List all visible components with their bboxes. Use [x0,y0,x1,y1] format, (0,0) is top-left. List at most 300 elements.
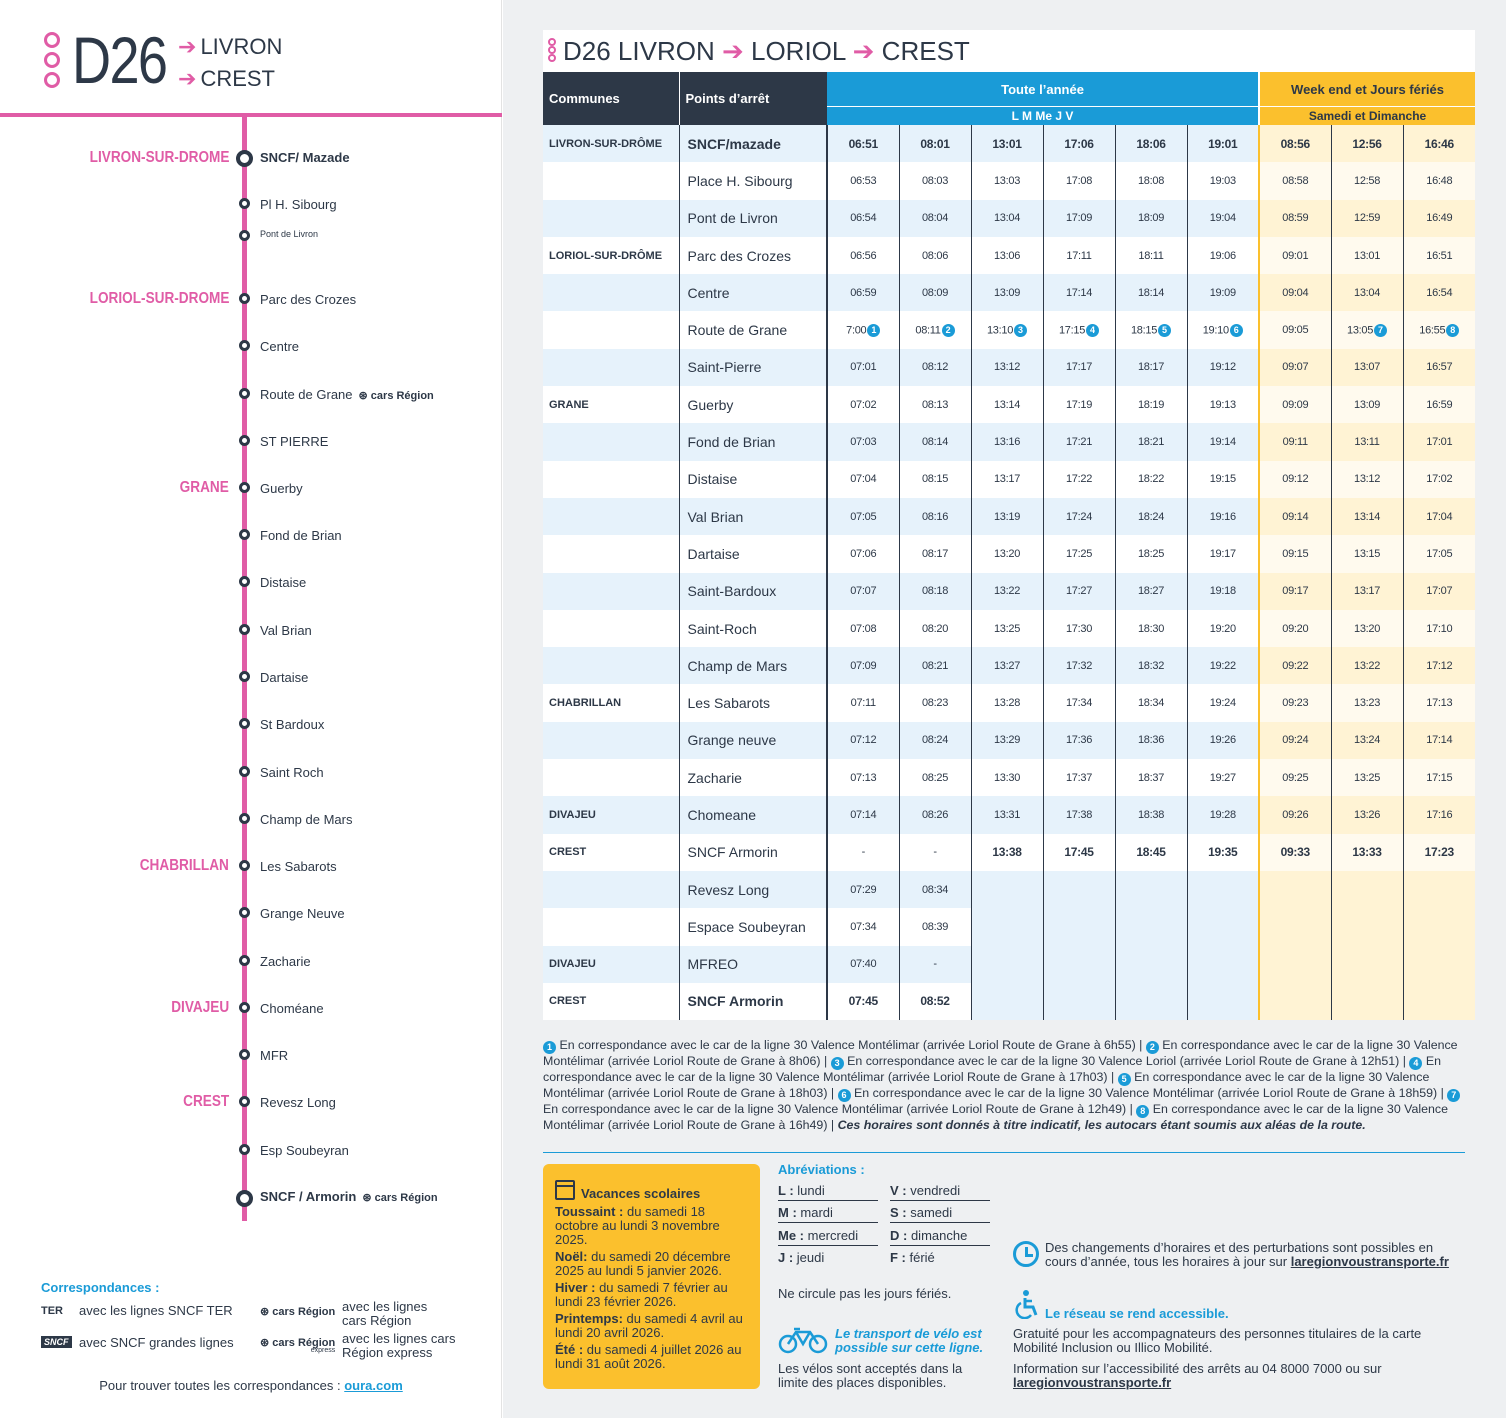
time-value: 13:04 [993,212,1021,225]
time-value: 19:28 [1209,808,1236,821]
commune-cell: LIVRON-SUR-DRÔME [543,125,679,162]
stop-dot-icon [239,671,250,682]
note-marker-icon: 8 [1446,324,1459,337]
timetable-row [543,386,1475,423]
header-stops: Points d’arrêt [679,72,827,125]
time-value: 18:30 [1137,622,1165,635]
timetable-row [543,237,1475,274]
time-value: 13:28 [993,697,1021,710]
time-value: 19:35 [1208,845,1238,860]
commune-cell [543,908,679,945]
time-cell [1259,647,1331,684]
region-link[interactable]: laregionvoustransporte.fr [1290,1254,1449,1269]
stop-dot-icon [239,482,250,493]
time-cell [827,125,899,162]
time-cell [1043,200,1115,237]
time-cell [1187,684,1259,721]
time-value: 12:59 [1354,212,1381,225]
time-value: 13:25 [1354,771,1381,784]
note-6-icon: 6 [838,1089,851,1102]
timetable-row [543,946,1475,983]
time-value: 13:10 [986,324,1014,337]
time-cell [827,647,899,684]
time-value: 13:20 [993,547,1021,560]
time-cell [1259,796,1331,833]
time-value: 13:30 [993,771,1021,784]
stop-cell: Les Sabarots [679,684,827,721]
time-cell [899,237,971,274]
abbreviation: D : dimanche [890,1228,990,1246]
time-value: 16:57 [1426,361,1453,374]
time-cell [1259,274,1331,311]
time-value: 19:09 [1209,286,1236,299]
time-cell [1187,423,1259,460]
timetable-row [543,274,1475,311]
time-value: 13:06 [993,249,1021,262]
header-weekend-days: Samedi et Dimanche [1259,107,1475,125]
time-cell [971,311,1043,348]
time-value: 07:06 [850,547,877,560]
time-value: 16:55 [1419,324,1446,337]
map-stop: Champ de Mars [260,812,353,827]
time-value: 09:07 [1282,361,1309,374]
time-value: 07:45 [848,994,878,1009]
time-cell [1259,349,1331,386]
time-value: - [933,958,937,971]
time-value: 19:13 [1209,398,1236,411]
time-value: 17:32 [1065,659,1093,672]
stop-dot-icon [239,907,250,918]
time-cell [827,535,899,572]
time-value: 13:16 [993,436,1021,449]
time-cell [1115,871,1187,908]
time-cell [1115,610,1187,647]
stop-cell: Saint-Pierre [679,349,827,386]
time-cell [899,349,971,386]
time-value: 18:36 [1137,734,1165,747]
time-value: 18:09 [1137,212,1165,225]
stop-cell: Centre [679,274,827,311]
time-cell [1403,461,1475,498]
time-value: 13:27 [993,659,1021,672]
time-value: 09:26 [1282,808,1309,821]
time-cell [1187,498,1259,535]
cars-region-logo: ⊛ cars Région [358,390,434,402]
time-value: 19:06 [1209,249,1236,262]
time-cell [1043,423,1115,460]
time-cell [899,871,971,908]
stop-cell: Zacharie [679,759,827,796]
no-holidays-note: Ne circule pas les jours fériés. [778,1286,952,1301]
note-4-icon: 4 [1409,1057,1422,1070]
time-cell [971,983,1043,1020]
time-cell [1331,386,1403,423]
note-8-icon: 8 [1136,1105,1149,1118]
time-cell [827,946,899,983]
time-value: 08:14 [921,436,949,449]
time-value: 13:24 [1354,734,1381,747]
time-value: 17:19 [1065,398,1093,411]
commune-cell [543,759,679,796]
stop-dot-icon [239,1002,250,1013]
time-cell [1403,946,1475,983]
time-cell [1187,461,1259,498]
time-cell [1187,908,1259,945]
timetable-title: D26 LIVRON ➔ LORIOL ➔ CREST [563,36,970,66]
commune-cell: DIVAJEU [543,796,679,833]
time-value: 08:12 [921,361,949,374]
time-value: 08:58 [1282,174,1309,187]
time-value: 07:12 [850,734,877,747]
time-value: 19:12 [1209,361,1236,374]
time-cell [1115,647,1187,684]
time-cell [827,423,899,460]
time-cell [971,573,1043,610]
time-cell [827,573,899,610]
note-marker-icon: 3 [1014,324,1027,337]
time-cell [1403,871,1475,908]
time-cell [1115,684,1187,721]
ter-logo: TER [41,1305,63,1317]
commune-cell [543,423,679,460]
map-stop: Pl H. Sibourg [260,197,337,212]
time-cell [1187,610,1259,647]
stop-cell: Champ de Mars [679,647,827,684]
time-cell [1331,423,1403,460]
time-value: 17:27 [1065,585,1093,598]
time-cell [1115,796,1187,833]
time-value: 07:29 [850,883,877,896]
time-value: 09:33 [1280,845,1310,860]
time-cell [1259,535,1331,572]
time-value: 13:07 [1354,361,1381,374]
time-value: 18:37 [1137,771,1165,784]
header-weekend: Week end et Jours fériés [1259,72,1475,107]
time-cell [1259,722,1331,759]
time-cell [899,162,971,199]
commune-cell: CREST [543,983,679,1020]
time-cell [1259,311,1331,348]
stop-cell: Route de Grane [679,311,827,348]
time-cell [1331,162,1403,199]
time-cell [899,573,971,610]
note-3-icon: 3 [831,1057,844,1070]
time-cell [1403,423,1475,460]
abbreviation: J : jeudi [778,1250,825,1265]
abbreviations-title: Abréviations : [778,1162,865,1177]
time-value: 18:25 [1137,547,1165,560]
time-value: 17:38 [1065,808,1093,821]
time-value: 13:19 [993,510,1021,523]
time-value: 08:52 [920,994,950,1009]
time-value: 17:15 [1426,771,1453,784]
time-value: 07:11 [850,697,876,710]
commune-cell [543,162,679,199]
time-value: 09:09 [1282,398,1309,411]
stop-dot-icon [239,624,250,635]
stop-dot-icon [239,1049,250,1060]
time-value: 17:34 [1065,697,1093,710]
map-commune: LIVRON-SUR-DROME [89,149,229,166]
time-value: 07:14 [850,808,877,821]
time-cell [827,386,899,423]
time-value: 17:02 [1426,473,1453,486]
time-value: 18:19 [1137,398,1165,411]
time-cell [899,311,971,348]
time-value: 18:21 [1137,436,1165,449]
map-stop: Les Sabarots [260,859,337,874]
timetable-row [543,498,1475,535]
cars-region-express-logo: ⊛ cars Région express [260,1337,336,1354]
timetable-row [543,722,1475,759]
stop-dot-icon [239,766,250,777]
time-cell [1331,647,1403,684]
note-marker-icon: 2 [942,324,955,337]
time-cell [1043,386,1115,423]
time-cell [827,610,899,647]
timetable-row [543,647,1475,684]
time-cell [971,908,1043,945]
timetable-row [543,125,1475,162]
map-stop: MFR [260,1048,289,1063]
stop-dot-icon [239,293,250,304]
time-value: 18:32 [1137,659,1165,672]
cars-region-text: avec les lignes cars Région [342,1299,428,1328]
holiday-item: Toussaint : du samedi 18 octobre au lundi 3 novembre 2025. [555,1204,720,1247]
time-cell [1115,237,1187,274]
time-value: 17:45 [1064,845,1094,860]
time-value: 08:04 [921,212,949,225]
time-value: 17:10 [1426,622,1453,635]
timetable-row [543,200,1475,237]
time-cell [971,946,1043,983]
time-cell [1403,983,1475,1020]
abbreviation: Me : mercredi [778,1228,878,1246]
destination-2: ➔ CREST [178,66,275,91]
holiday-item: Hiver : du samedi 7 février au lundi 23 février 2026. [555,1280,728,1309]
time-cell [1403,535,1475,572]
region-link[interactable]: laregionvoustransporte.fr [1013,1375,1172,1390]
time-cell [1331,274,1403,311]
time-value: 19:22 [1209,659,1236,672]
time-value: 13:22 [1354,659,1381,672]
time-cell [1115,461,1187,498]
time-cell [1259,684,1331,721]
time-cell [899,796,971,833]
time-value: 7:00 [846,324,867,337]
time-value: 13:04 [1354,286,1381,299]
abbreviation: M : mardi [778,1205,878,1223]
time-value: 17:23 [1424,845,1454,860]
time-cell [899,908,971,945]
time-cell [971,237,1043,274]
time-value: 13:12 [993,361,1021,374]
time-cell [899,722,971,759]
time-cell [971,200,1043,237]
time-cell [1187,349,1259,386]
time-value: 19:17 [1209,547,1236,560]
time-value: 07:05 [850,510,877,523]
time-cell [1259,461,1331,498]
time-value: 08:24 [921,734,949,747]
stop-cell: Distaise [679,461,827,498]
note-marker-icon: 1 [867,324,880,337]
time-value: 07:01 [850,361,877,374]
time-value: 17:22 [1065,473,1093,486]
time-cell [1043,162,1115,199]
map-stop: Zacharie [260,954,311,969]
bicycle-icon [778,1326,828,1354]
time-cell [1115,908,1187,945]
timetable-notes: 1 En correspondance avec le car de la ligne 30 Valence Montélimar (arrivée Loriol Route de Grane à 6h55) | 2 En correspondance avec le car de la ligne 30 Valence Montélimar (arrivée Loriol Route de Grane à 8h06) | 3 En correspondance avec le car de la ligne 30 Valence Loriol (arrivée Loriol Route de Grane à 12h51) | 4 En correspondance avec le car de la ligne 30 Valence Montélimar (arrivée Loriol Route de Grane à 17h03) | 5 En correspondance avec le car de la ligne 30 Valence Montélimar (arrivée Loriol Route de Grane à 18h03) | 6 En correspondance avec le car de la ligne 30 Valence Montélimar (arrivée Loriol Route de Grane à 18h59) | 7 En correspondance avec le car de la ligne 30 Valence Montélimar (arrivée Loriol Route de Grane à 12h49) | 8 En correspondance avec le car de la ligne 30 Valence Montélimar (arrivée Loriol Route de Grane à 16h49) | Ces horaires sont donnés à titre indicatif, les autocars étant soumis aux aléas de la route. [543,1038,1468,1134]
time-value: 17:08 [1065,174,1093,187]
note-2-icon: 2 [1146,1041,1159,1054]
arrow-right-icon: ➔ [178,66,197,91]
timetable-row [543,759,1475,796]
timetable-row [543,162,1475,199]
time-value: 08:06 [921,249,949,262]
timetable-row [543,461,1475,498]
time-cell [1043,237,1115,274]
time-cell [971,647,1043,684]
timetable-row [543,349,1475,386]
map-stop: Revesz Long [260,1095,336,1110]
time-value: 17:06 [1064,136,1094,151]
time-value: 07:13 [850,771,877,784]
time-cell [1187,946,1259,983]
time-value: - [933,846,937,859]
time-value: 08:25 [921,771,949,784]
note-7-icon: 7 [1447,1089,1460,1102]
time-value: 18:27 [1137,585,1165,598]
time-cell [1115,125,1187,162]
time-cell [827,237,899,274]
time-value: 07:09 [850,659,877,672]
time-value: 17:05 [1426,547,1453,560]
time-value: 17:17 [1065,361,1093,374]
time-cell [827,871,899,908]
time-value: 09:05 [1282,324,1309,337]
time-cell [1331,834,1403,871]
time-cell [827,908,899,945]
time-value: 07:02 [850,398,877,411]
time-cell [971,759,1043,796]
time-value: 09:15 [1282,547,1309,560]
timetable-row [543,983,1475,1020]
time-cell [1187,274,1259,311]
time-value: 09:01 [1282,249,1309,262]
time-cell [1259,759,1331,796]
time-value: 13:20 [1354,622,1381,635]
time-cell [1331,610,1403,647]
time-cell [1115,349,1187,386]
time-cell [1403,647,1475,684]
time-value: 12:56 [1352,136,1382,151]
time-cell [899,983,971,1020]
time-value: 18:38 [1137,808,1165,821]
arrow-right-icon: ➔ [852,36,875,66]
time-cell [1331,200,1403,237]
time-value: 08:59 [1282,212,1309,225]
time-cell [827,834,899,871]
time-value: 13:17 [993,473,1021,486]
map-commune: LORIOL-SUR-DROME [89,290,229,307]
time-cell [1187,535,1259,572]
stop-dot-icon [239,340,250,351]
time-cell [1187,871,1259,908]
time-cell [1259,498,1331,535]
time-cell [899,386,971,423]
time-cell [1403,796,1475,833]
time-value: 19:01 [1208,136,1238,151]
time-cell [827,349,899,386]
time-cell [1187,796,1259,833]
time-cell [899,498,971,535]
time-cell [971,871,1043,908]
time-cell [827,200,899,237]
time-cell [827,722,899,759]
time-cell [899,610,971,647]
time-cell [1187,759,1259,796]
oura-link[interactable]: oura.com [344,1378,403,1393]
commune-cell [543,349,679,386]
stop-cell: Saint-Roch [679,610,827,647]
timetable-title-bar [543,30,1475,72]
time-cell [971,610,1043,647]
time-cell [1115,386,1187,423]
stop-cell: SNCF Armorin [679,834,827,871]
time-value: 06:59 [850,286,877,299]
time-cell [827,983,899,1020]
time-cell [827,684,899,721]
line-logo-icon [42,32,62,90]
time-value: 08:03 [921,174,949,187]
timetable-row [543,908,1475,945]
schedule-changes-info: Des changements d’horaires et des perturbations sont possibles en cours d’année, tous les horaires à jour sur laregionvoustransporte.fr [1045,1240,1449,1269]
stop-cell: Guerby [679,386,827,423]
time-cell [1043,946,1115,983]
time-value: 07:34 [850,920,877,933]
time-value: 18:06 [1136,136,1166,151]
time-cell [1115,983,1187,1020]
time-cell [971,162,1043,199]
time-cell [899,274,971,311]
line-code: D26 [72,23,167,97]
time-value: 07:04 [850,473,877,486]
time-value: 09:12 [1282,473,1309,486]
time-cell [1187,200,1259,237]
map-commune: CREST [182,1093,229,1110]
time-cell [1043,461,1115,498]
map-stop: Choméane [260,1001,324,1016]
stop-cell: Place H. Sibourg [679,162,827,199]
time-value: 19:18 [1209,585,1236,598]
stop-dot-icon [239,198,250,209]
map-stop: Centre [260,339,300,354]
time-value: 12:58 [1354,174,1381,187]
time-value: 18:08 [1137,174,1165,187]
commune-cell: GRANE [543,386,679,423]
time-cell [971,386,1043,423]
time-cell [1115,722,1187,759]
time-cell [971,349,1043,386]
commune-cell: DIVAJEU [543,946,679,983]
header-all-year: Toute l’année [827,72,1259,107]
note-1-icon: 1 [543,1041,556,1054]
time-value: 13:14 [993,398,1021,411]
timetable-row [543,573,1475,610]
stop-terminus-icon [236,150,253,167]
